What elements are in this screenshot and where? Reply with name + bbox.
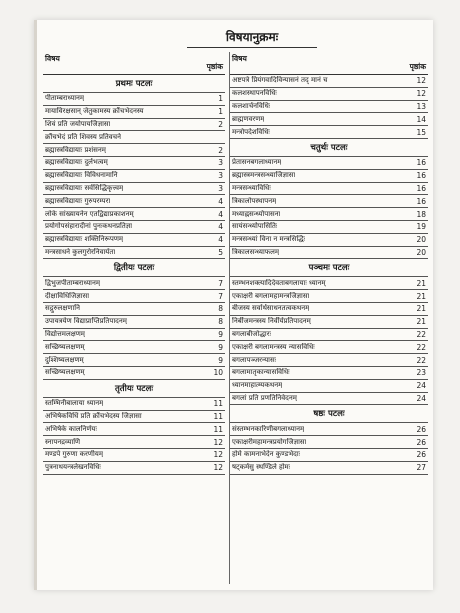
entry-title: बगलाबीजोद्धारः <box>232 329 271 338</box>
entry-title: ब्रह्मास्त्रविद्यायाः सर्वसिद्धिकृत्त्वम् <box>45 183 124 192</box>
toc-entry <box>230 380 428 393</box>
entry-title: एकाक्षरी बगलामन्त्रस्य न्यासविधिः <box>232 342 315 351</box>
entry-title: दुश्शिष्यलक्षणम् <box>45 355 84 364</box>
toc-entry <box>43 423 225 436</box>
entry-page-number: 2 <box>218 119 223 129</box>
entry-page-number: 9 <box>218 329 223 339</box>
toc-entry <box>230 113 428 126</box>
toc-entry <box>230 329 428 342</box>
entry-page-number: 15 <box>416 127 426 137</box>
toc-entry <box>43 449 225 462</box>
toc-entry <box>43 329 225 342</box>
entry-title: प्रयोगोपसंहारादीनां पुनःकथनप्रतिज्ञा <box>45 222 133 231</box>
entry-page-number: 18 <box>416 209 426 219</box>
entry-page-number: 3 <box>218 183 223 193</box>
entry-title: एकाक्षरी बगलामहामन्त्रजिज्ञासा <box>232 291 310 300</box>
toc-entry <box>43 144 225 157</box>
entry-title: मध्याह्नसन्ध्योपासना <box>232 209 281 218</box>
document-page <box>34 20 433 590</box>
entry-page-number: 1 <box>218 107 223 117</box>
entry-title: मन्त्रसाधने कुलगुरोरनिवार्यता <box>45 247 116 256</box>
toc-entry <box>43 195 225 208</box>
entry-title: कलशार्चनविधिः <box>232 101 271 110</box>
entry-page-number: 12 <box>213 450 223 460</box>
left-entries <box>43 75 225 475</box>
entry-title: षट्कर्मसु स्थण्डिले होमः <box>232 463 291 472</box>
entry-page-number: 26 <box>416 450 426 460</box>
entry-title: ब्रह्मास्त्रविद्यायाः प्रशंसनम् <box>45 145 106 154</box>
entry-title: सायंसन्ध्योपासितिः <box>232 222 278 231</box>
entry-title: क्रौंचभेदं प्रति शिवस्य प्रतिवचने <box>45 132 121 141</box>
left-column-header <box>43 52 225 75</box>
right-column <box>229 52 428 584</box>
entry-page-number: 12 <box>213 437 223 447</box>
entry-title: मन्त्रसन्ध्यां विना न मन्त्रसिद्धिः <box>232 235 306 244</box>
entry-title: सद्गुरुलक्षणानि <box>45 304 80 313</box>
toc-entry <box>230 221 428 234</box>
entry-page-number: 26 <box>416 424 426 434</box>
toc-entry <box>230 157 428 170</box>
entry-page-number: 21 <box>416 304 426 314</box>
entry-page-number: 16 <box>416 183 426 193</box>
entry-page-number: 14 <box>416 114 426 124</box>
entry-page-number: 11 <box>213 399 223 409</box>
toc-entry <box>230 195 428 208</box>
entry-title: ब्रह्मास्त्रविद्यायाः गुरुपरम्परा <box>45 196 111 205</box>
entry-title: प्रेतासनबगलाध्यानम् <box>232 158 282 167</box>
entry-page-number: 2 <box>218 145 223 155</box>
entry-title: स्नापनद्रव्याणि <box>45 437 81 446</box>
right-column-header <box>230 52 428 75</box>
toc-entry <box>43 247 225 260</box>
entry-page-number: 9 <box>218 355 223 365</box>
entry-page-number: 3 <box>218 158 223 168</box>
entry-page-number: 7 <box>218 291 223 301</box>
entry-title: ध्यानमाहात्म्यकथनम् <box>232 381 283 390</box>
entry-title: एकाक्षरीमहामन्त्रप्रयोगजिज्ञासा <box>232 437 307 446</box>
toc-entry <box>43 316 225 329</box>
entry-page-number: 16 <box>416 171 426 181</box>
toc-entry <box>43 290 225 303</box>
toc-entry <box>230 183 428 196</box>
entry-page-number: 16 <box>416 196 426 206</box>
toc-entry <box>230 290 428 303</box>
toc-entry <box>230 126 428 139</box>
entry-title: होमे कामनाभेदेन कुण्डभेदाः <box>232 450 301 459</box>
entry-title: सच्छिष्यलक्षणम् <box>45 368 85 377</box>
chapter-heading: पञ्चमः पटलः <box>230 259 428 277</box>
entry-page-number: 4 <box>218 209 223 219</box>
chapter-heading: चतुर्थः पटलः <box>230 139 428 157</box>
entry-title: संस्तम्भनकारिणीबगलाध्यानम् <box>232 424 305 433</box>
toc-entry <box>43 462 225 475</box>
toc-entry <box>43 303 225 316</box>
entry-title: ब्रह्मास्त्रमन्त्रसन्ध्याजिज्ञासा <box>232 171 296 180</box>
toc-entry <box>230 75 428 88</box>
entry-title: बगलां प्रति प्रणतिनिवेदनम् <box>232 393 297 402</box>
entry-title: त्रिकालोपस्थापनम् <box>232 196 277 205</box>
toc-entry <box>43 221 225 234</box>
entry-page-number: 19 <box>416 222 426 232</box>
entry-page-number: 9 <box>218 342 223 352</box>
entry-title: पीताम्बराध्यानम् <box>45 94 85 103</box>
toc-entry <box>43 208 225 221</box>
entry-page-number: 4 <box>218 235 223 245</box>
entry-title: ब्रह्मास्त्रविद्यायाः शक्तिनिरूपणम् <box>45 235 124 244</box>
entry-page-number: 11 <box>213 411 223 421</box>
entry-page-number: 22 <box>416 355 426 365</box>
entry-page-number: 7 <box>218 278 223 288</box>
toc-entry <box>230 316 428 329</box>
entry-title: विद्योत्तमलक्षणम् <box>45 329 85 338</box>
entry-page-number: 12 <box>213 463 223 473</box>
page-number-header: पृष्ठांक <box>409 62 426 71</box>
entry-title: द्विभुजपीताम्बराध्यानम् <box>45 278 101 287</box>
toc-entry <box>43 170 225 183</box>
entry-page-number: 23 <box>416 368 426 378</box>
entry-title: ब्रह्मास्त्रविद्यायाः विविधनामानि <box>45 171 118 180</box>
entry-title: स्तम्भनशक्त्यादिदेवताबगलायाः ध्यानम् <box>232 278 326 287</box>
page-title: विषयानुक्रमः <box>187 28 317 48</box>
toc-entry <box>43 341 225 354</box>
left-column <box>43 52 225 584</box>
toc-entry <box>43 354 225 367</box>
toc-entry <box>230 436 428 449</box>
entry-page-number: 11 <box>213 424 223 434</box>
entry-title: स्तम्भिनीबालाया ध्यानम् <box>45 399 104 408</box>
toc-entry <box>43 436 225 449</box>
entry-page-number: 10 <box>213 368 223 378</box>
toc-entry <box>230 277 428 290</box>
toc-entry <box>230 208 428 221</box>
entry-title: पुत्रनाथयन्त्रलेखनविधिः <box>45 463 101 472</box>
chapter-heading: तृतीयः पटलः <box>43 380 225 398</box>
entry-title: त्रिकालसन्ध्याफलम् <box>232 247 280 256</box>
toc-entry <box>230 367 428 380</box>
toc-entry <box>230 449 428 462</box>
toc-entry <box>230 247 428 260</box>
right-entries <box>230 75 428 475</box>
entry-title: लोके सांख्यायनेन एतद्विद्याप्रकाशनम् <box>45 209 134 218</box>
toc-entry <box>43 106 225 119</box>
entry-page-number: 21 <box>416 278 426 288</box>
entry-page-number: 24 <box>416 381 426 391</box>
toc-entry <box>230 354 428 367</box>
entry-page-number: 1 <box>218 94 223 104</box>
entry-page-number: 21 <box>416 291 426 301</box>
entry-title: बगलामातृकान्यासविधिः <box>232 368 290 377</box>
entry-page-number: 12 <box>416 76 426 86</box>
toc-entry <box>230 101 428 114</box>
entry-page-number: 21 <box>416 317 426 327</box>
entry-page-number: 13 <box>416 101 426 111</box>
entry-title: शिवं प्रति जयोपायजिज्ञासा <box>45 119 111 128</box>
entry-page-number: 24 <box>416 393 426 403</box>
entry-title: कलशस्थापनविधिः <box>232 89 277 98</box>
toc-entry <box>230 423 428 436</box>
entry-page-number: 20 <box>416 247 426 257</box>
entry-title: अष्टपत्रे प्रियंगवादिविन्यासनं तद् मानं च <box>232 76 328 85</box>
entry-page-number: 26 <box>416 437 426 447</box>
toc-entry <box>230 88 428 101</box>
entry-title: मन्त्रसन्ध्याविधिः <box>232 183 271 192</box>
entry-title: मण्डपे गुरुणा करणीयम् <box>45 450 104 459</box>
toc-entry <box>43 398 225 411</box>
entry-title: बगलापञ्जरन्यासः <box>232 355 277 364</box>
entry-title: मायाविरक्षसान् जेतुकामस्य क्रौंचभेदनस्य <box>45 107 144 116</box>
entry-page-number: 5 <box>218 247 223 257</box>
subject-header: विषय <box>45 54 60 63</box>
entry-page-number: 3 <box>218 171 223 181</box>
subject-header: विषय <box>232 54 247 63</box>
toc-entry <box>230 170 428 183</box>
entry-title: अभिषेकविधिं प्रति क्रौंचभेदस्य जिज्ञासा <box>45 411 142 420</box>
toc-entry <box>43 119 225 132</box>
entry-title: उपायत्रयेण विद्याप्राप्तिप्रतिपादनम् <box>45 317 127 326</box>
entry-page-number: 4 <box>218 222 223 232</box>
toc-entry <box>43 93 225 106</box>
chapter-heading: षष्ठः पटलः <box>230 405 428 423</box>
entry-title: सच्छिष्यलक्षणम् <box>45 342 85 351</box>
entry-title: निर्बीजमन्त्रस्य निर्वीर्यप्रतिपादनम् <box>232 317 311 326</box>
entry-page-number: 22 <box>416 329 426 339</box>
entry-title: मन्त्रोपदेशविधिः <box>232 127 270 136</box>
toc-entry <box>43 367 225 380</box>
entry-page-number: 27 <box>416 463 426 473</box>
entry-page-number: 20 <box>416 235 426 245</box>
toc-entry <box>230 234 428 247</box>
toc-entry <box>43 234 225 247</box>
toc-entry <box>230 303 428 316</box>
toc-entry <box>230 341 428 354</box>
entry-title: अभिषेके कालनिर्णयः <box>45 424 97 433</box>
entry-title: बीजस्य सर्वार्थसाधनतत्वकथनम् <box>232 304 310 313</box>
chapter-heading: द्वितीयः पटलः <box>43 259 225 277</box>
entry-page-number: 22 <box>416 342 426 352</box>
toc-entry <box>43 411 225 424</box>
entry-page-number: 8 <box>218 304 223 314</box>
entry-page-number: 4 <box>218 196 223 206</box>
entry-title: ब्राह्मणवरणम् <box>232 114 265 123</box>
chapter-heading: प्रथमः पटलः <box>43 75 225 93</box>
toc-entry <box>43 157 225 170</box>
toc-entry <box>43 183 225 196</box>
entry-title: दीक्षाविधिजिज्ञासा <box>45 291 90 300</box>
entry-page-number: 16 <box>416 158 426 168</box>
toc-entry <box>230 393 428 406</box>
toc-entry <box>43 277 225 290</box>
toc-entry <box>230 462 428 475</box>
entry-page-number: 8 <box>218 317 223 327</box>
entry-page-number: 12 <box>416 89 426 99</box>
page-number-header: पृष्ठांक <box>206 62 223 71</box>
entry-title: ब्रह्मास्त्रविद्यायाः दुर्लभत्वम् <box>45 158 108 167</box>
toc-entry <box>43 131 225 144</box>
